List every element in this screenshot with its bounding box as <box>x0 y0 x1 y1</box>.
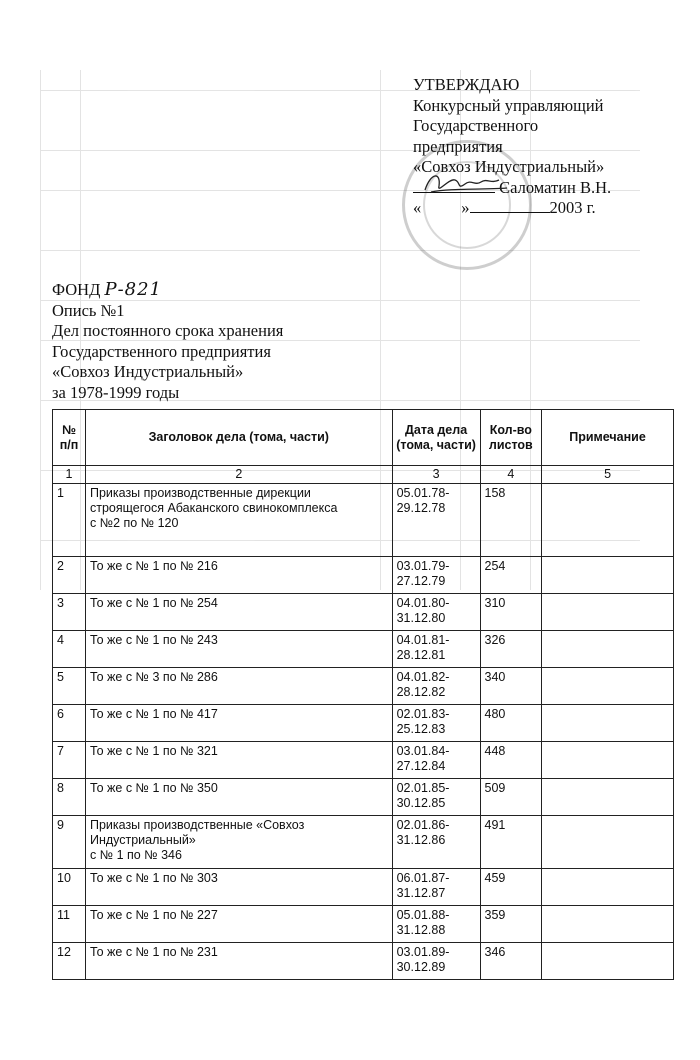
row-title-cell: Приказы производственные дирекции строящегося Абаканского свинокомплекса с №2 по № 120 <box>85 484 392 557</box>
row-number-cell: 10 <box>53 869 86 906</box>
approval-year: 2003 г. <box>549 198 596 217</box>
row-date-cell: 04.01.81- 28.12.81 <box>392 631 480 668</box>
row-pages-cell: 491 <box>480 816 542 869</box>
row-number-cell: 9 <box>53 816 86 869</box>
column-number: 5 <box>542 466 674 484</box>
row-number-cell: 8 <box>53 779 86 816</box>
table-row <box>53 631 674 668</box>
row-title-cell: То же с № 1 по № 254 <box>85 594 392 631</box>
row-pages-cell: 254 <box>480 557 542 594</box>
row-number-cell: 12 <box>53 943 86 980</box>
row-pages-cell: 310 <box>480 594 542 631</box>
row-title-cell: То же с № 3 по № 286 <box>85 668 392 705</box>
row-title-cell: То же с № 1 по № 231 <box>85 943 392 980</box>
table-row <box>53 779 674 816</box>
approval-line-4: «Совхоз Индустриальный» <box>413 157 605 176</box>
table-body <box>53 484 674 980</box>
fond-desc-line-2: Государственного предприятия <box>52 341 271 361</box>
row-note-cell <box>542 869 674 906</box>
row-title-cell: То же с № 1 по № 321 <box>85 742 392 779</box>
approval-title: УТВЕРЖДАЮ <box>413 75 520 94</box>
table-row <box>53 869 674 906</box>
row-date-cell: 02.01.85- 30.12.85 <box>392 779 480 816</box>
row-title-cell: То же с № 1 по № 243 <box>85 631 392 668</box>
row-pages-cell: 346 <box>480 943 542 980</box>
row-note-cell <box>542 668 674 705</box>
header-number: № п/п <box>53 410 86 466</box>
row-date-cell: 05.01.88- 31.12.88 <box>392 906 480 943</box>
row-number-cell: 6 <box>53 705 86 742</box>
row-pages-cell: 326 <box>480 631 542 668</box>
row-title-cell: Приказы производственные «Совхоз Индустриальный» с № 1 по № 346 <box>85 816 392 869</box>
fond-label: ФОНД <box>52 280 101 299</box>
approval-line-2: Государственного <box>413 116 539 135</box>
row-number-cell: 5 <box>53 668 86 705</box>
row-pages-cell: 448 <box>480 742 542 779</box>
row-note-cell <box>542 631 674 668</box>
row-pages-cell: 340 <box>480 668 542 705</box>
header-date: Дата дела (тома, части) <box>392 410 480 466</box>
month-blank <box>470 212 550 213</box>
date-open-quote: « <box>413 198 422 217</box>
row-number-cell: 2 <box>53 557 86 594</box>
column-number: 1 <box>53 466 86 484</box>
row-pages-cell: 359 <box>480 906 542 943</box>
row-note-cell <box>542 816 674 869</box>
column-number: 2 <box>85 466 392 484</box>
table-header-row <box>53 410 674 466</box>
row-number-cell: 4 <box>53 631 86 668</box>
row-date-cell: 03.01.84- 27.12.84 <box>392 742 480 779</box>
approval-line-1: Конкурсный управляющий <box>413 95 604 115</box>
row-title-cell: То же с № 1 по № 417 <box>85 705 392 742</box>
row-title-cell: То же с № 1 по № 227 <box>85 906 392 943</box>
row-pages-cell: 158 <box>480 484 542 557</box>
row-number-cell: 11 <box>53 906 86 943</box>
header-pages: Кол-во листов <box>480 410 542 466</box>
row-note-cell <box>542 779 674 816</box>
row-pages-cell: 509 <box>480 779 542 816</box>
approval-block <box>413 75 693 219</box>
header-title: Заголовок дела (тома, части) <box>85 410 392 466</box>
column-number: 3 <box>392 466 480 484</box>
row-pages-cell: 480 <box>480 705 542 742</box>
row-date-cell: 04.01.82- 28.12.82 <box>392 668 480 705</box>
fond-header <box>52 280 283 403</box>
row-date-cell: 02.01.86- 31.12.86 <box>392 816 480 869</box>
row-pages-cell: 459 <box>480 869 542 906</box>
row-note-cell <box>542 594 674 631</box>
signature-line <box>413 178 693 199</box>
table-row <box>53 816 674 869</box>
table-row <box>53 906 674 943</box>
date-close-quote: » <box>461 198 470 217</box>
row-number-cell: 7 <box>53 742 86 779</box>
row-date-cell: 02.01.83- 25.12.83 <box>392 705 480 742</box>
table-row <box>53 943 674 980</box>
column-number: 4 <box>480 466 542 484</box>
inventory-table <box>52 409 674 980</box>
header-note: Примечание <box>542 410 674 466</box>
row-title-cell: То же с № 1 по № 216 <box>85 557 392 594</box>
approval-date-line <box>413 198 693 219</box>
fond-number: Р-821 <box>104 279 163 300</box>
row-note-cell <box>542 557 674 594</box>
column-number-row <box>53 466 674 484</box>
row-title-cell: То же с № 1 по № 350 <box>85 779 392 816</box>
table-row <box>53 668 674 705</box>
handwritten-signature <box>421 168 511 198</box>
fond-desc-line-4: за 1978-1999 годы <box>52 382 180 402</box>
row-note-cell <box>542 705 674 742</box>
row-date-cell: 05.01.78- 29.12.78 <box>392 484 480 557</box>
inventory-number: Опись №1 <box>52 300 125 320</box>
row-note-cell <box>542 484 674 557</box>
table-row <box>53 742 674 779</box>
table-row <box>53 557 674 594</box>
row-number-cell: 3 <box>53 594 86 631</box>
fond-desc-line-1: Дел постоянного срока хранения <box>52 321 284 340</box>
fond-desc-line-3: «Совхоз Индустриальный» <box>52 362 244 381</box>
row-date-cell: 03.01.89- 30.12.89 <box>392 943 480 980</box>
table-row <box>53 484 674 557</box>
row-date-cell: 06.01.87- 31.12.87 <box>392 869 480 906</box>
row-note-cell <box>542 943 674 980</box>
fond-title-line <box>52 280 283 301</box>
row-date-cell: 04.01.80- 31.12.80 <box>392 594 480 631</box>
row-note-cell <box>542 906 674 943</box>
row-title-cell: То же с № 1 по № 303 <box>85 869 392 906</box>
signatory-name: Саломатин В.Н. <box>499 177 612 197</box>
row-note-cell <box>542 742 674 779</box>
table-row <box>53 594 674 631</box>
row-date-cell: 03.01.79- 27.12.79 <box>392 557 480 594</box>
approval-line-3: предприятия <box>413 136 503 156</box>
row-number-cell: 1 <box>53 484 86 557</box>
table-row <box>53 705 674 742</box>
